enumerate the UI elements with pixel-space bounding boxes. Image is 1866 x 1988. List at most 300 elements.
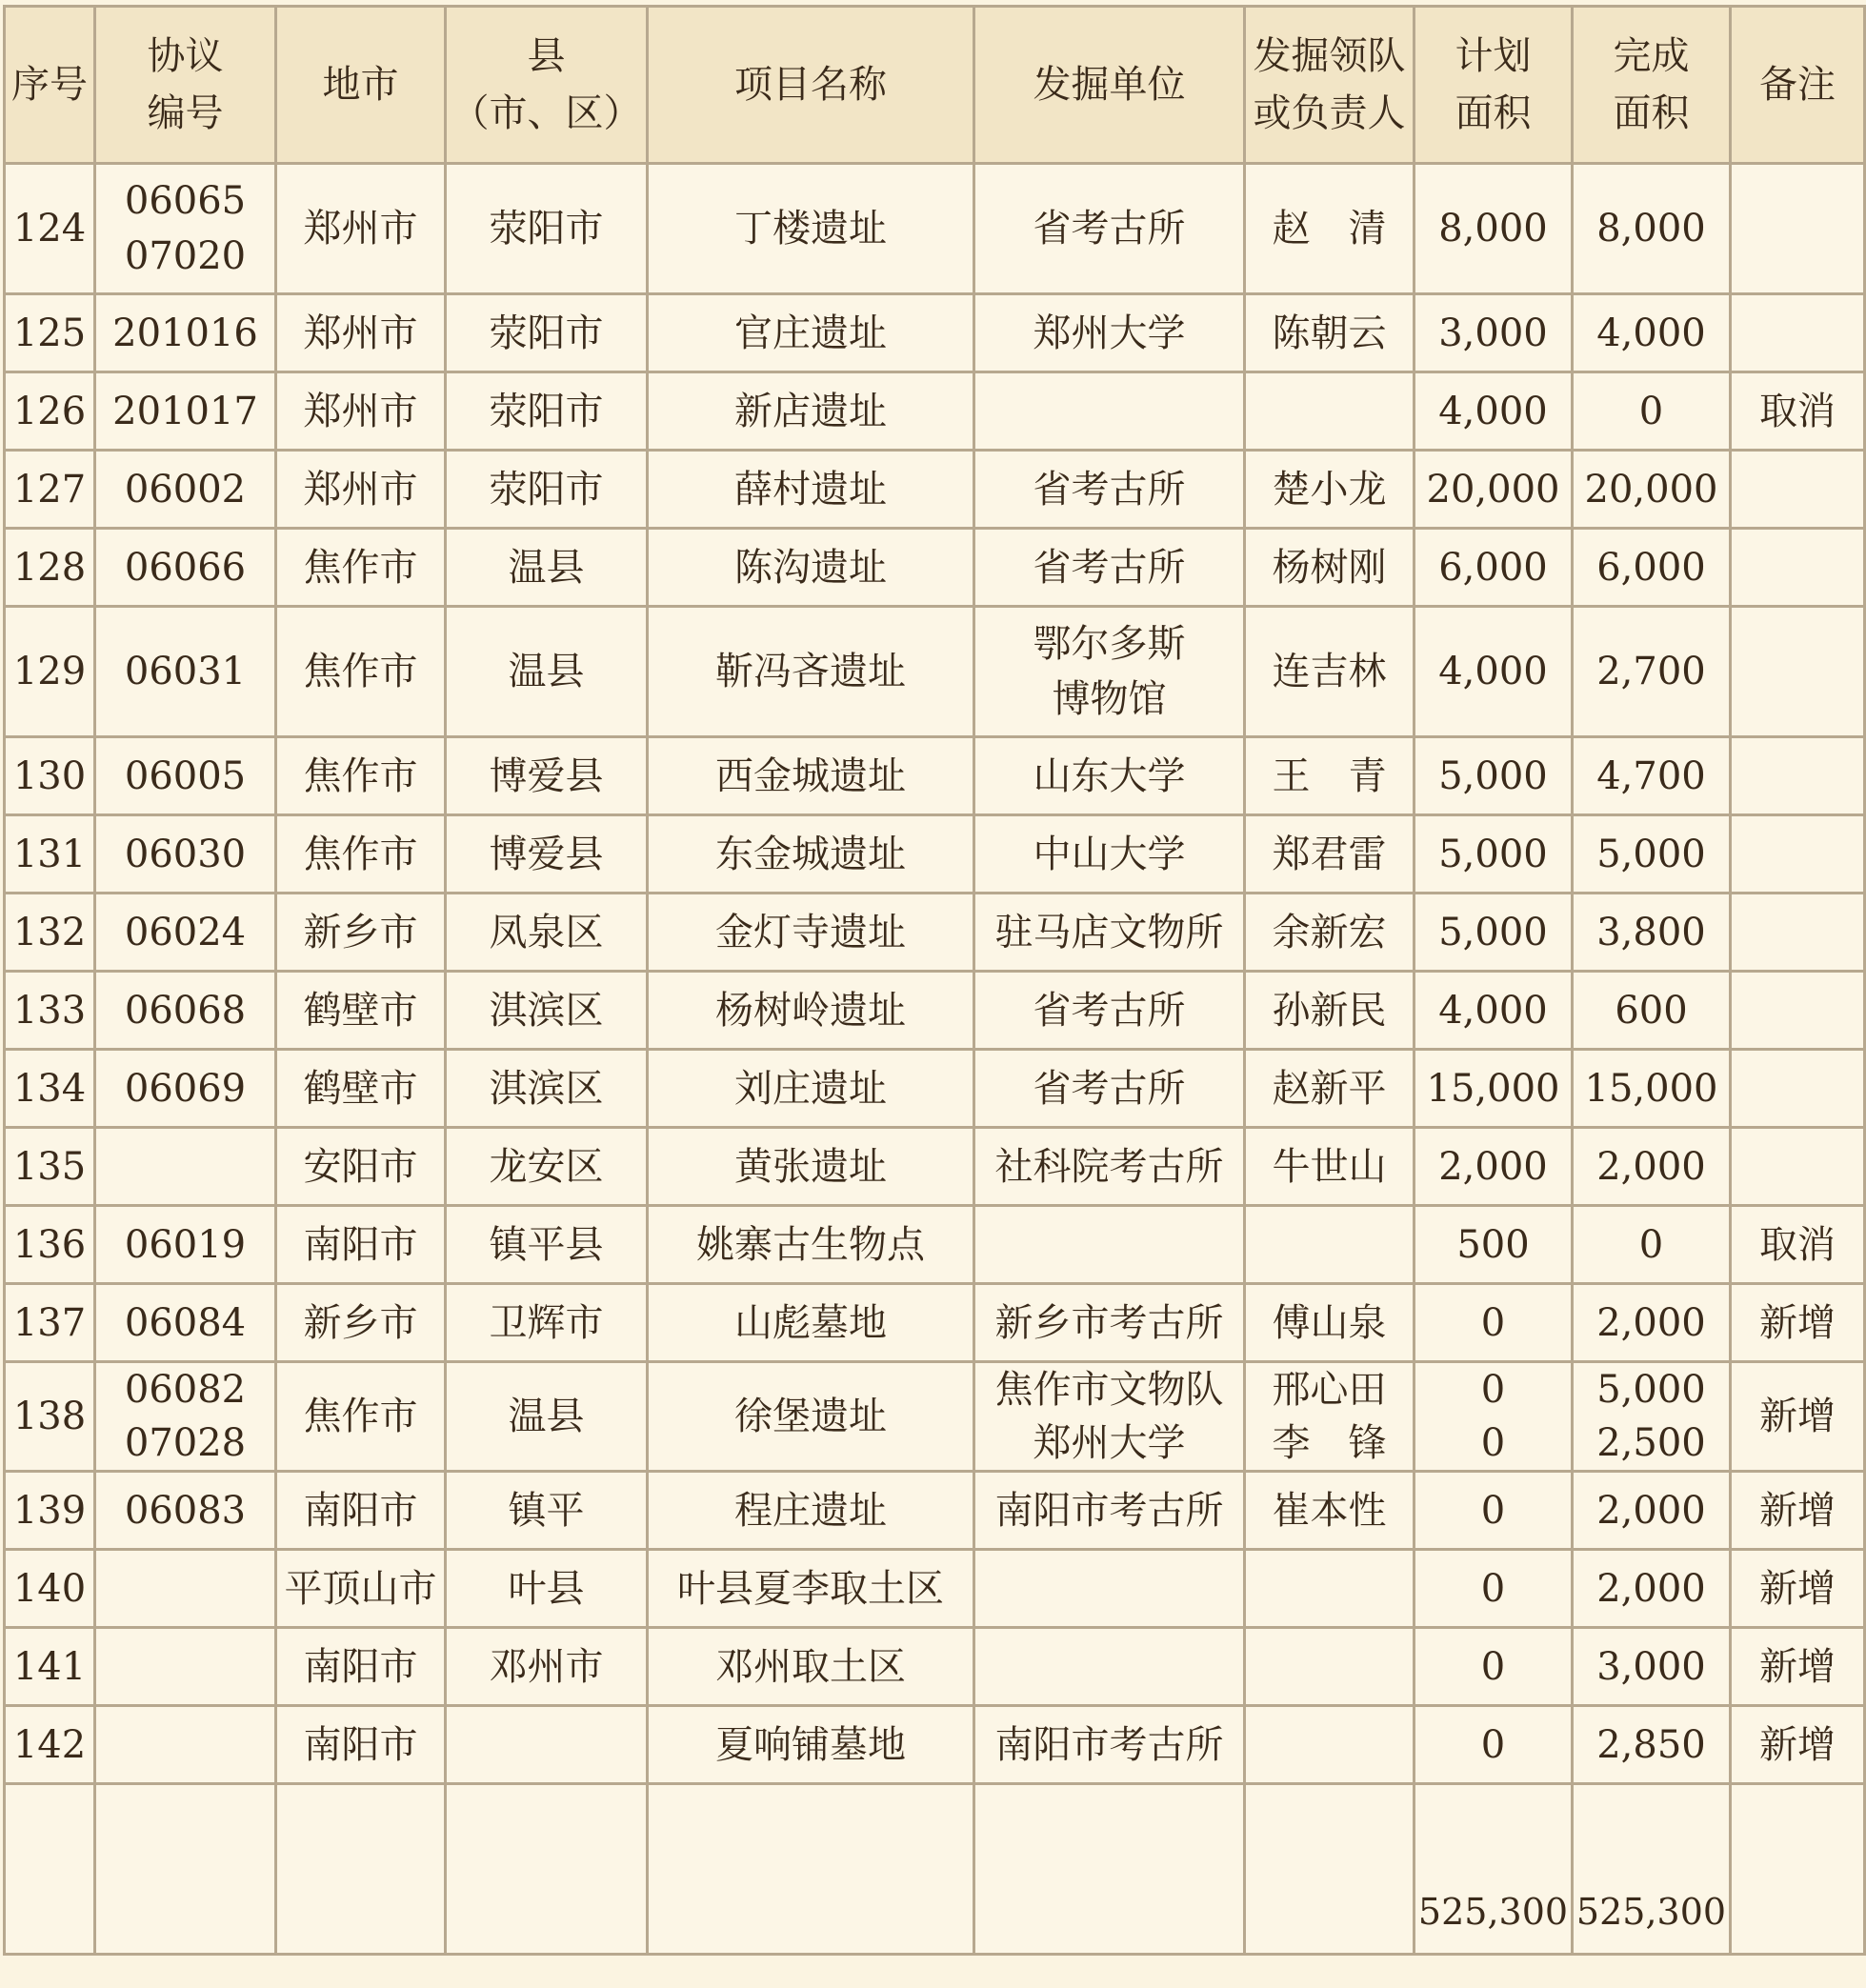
completed-area-cell-line: 2,000	[1596, 1300, 1706, 1345]
seq-cell: 131	[5, 815, 95, 894]
planned-area-cell-line: 0	[1480, 1488, 1506, 1533]
column-header-label: 计划	[1455, 34, 1532, 78]
county-cell: 博爱县	[446, 815, 648, 894]
project-name-cell: 夏响铺墓地	[648, 1706, 974, 1784]
city-cell: 南阳市	[276, 1472, 446, 1550]
planned-area-cell	[1415, 815, 1573, 894]
completed-area-cell	[1573, 815, 1731, 894]
excavation-unit-cell-line: 省考古所	[1033, 1066, 1186, 1111]
planned-area-cell-line: 20,000	[1426, 467, 1560, 512]
protocol-number-cell	[95, 1550, 276, 1628]
leader-cell	[1245, 1050, 1415, 1128]
city-cell: 郑州市	[276, 294, 446, 372]
project-name-cell: 刘庄遗址	[648, 1050, 974, 1128]
protocol-number-cell	[95, 894, 276, 972]
completed-area-cell-line: 2,000	[1596, 1488, 1706, 1533]
city-cell: 焦作市	[276, 815, 446, 894]
excavation-unit-cell-line: 郑州大学	[1033, 311, 1186, 355]
project-name-cell: 徐堡遗址	[648, 1362, 974, 1472]
city-cell: 南阳市	[276, 1628, 446, 1706]
totals-empty-cell	[5, 1784, 95, 1955]
city-cell: 鹤壁市	[276, 972, 446, 1050]
excavation-unit-cell	[974, 1362, 1245, 1472]
seq-cell: 129	[5, 607, 95, 737]
total-completed-area: 525,300	[1573, 1784, 1731, 1955]
county-cell: 镇平县	[446, 1206, 648, 1284]
completed-area-cell	[1573, 894, 1731, 972]
excavation-unit-cell-line: 驻马店文物所	[994, 910, 1224, 954]
project-name-cell: 丁楼遗址	[648, 164, 974, 294]
project-name-cell: 官庄遗址	[648, 294, 974, 372]
table-body	[5, 164, 1865, 1955]
total-planned-area: 525,300	[1415, 1784, 1573, 1955]
planned-area-cell-line: 6,000	[1438, 545, 1548, 590]
completed-area-cell-line: 5,000	[1596, 832, 1706, 876]
completed-area-cell-line: 2,000	[1596, 1566, 1706, 1611]
leader-cell-line: 余新宏	[1272, 910, 1387, 954]
excavation-unit-cell	[974, 451, 1245, 529]
seq-cell: 128	[5, 529, 95, 607]
leader-cell-line: 陈朝云	[1272, 311, 1387, 355]
city-cell: 南阳市	[276, 1206, 446, 1284]
excavation-unit-cell	[974, 972, 1245, 1050]
excavation-unit-cell-line: 省考古所	[1033, 467, 1186, 512]
excavation-unit-cell	[974, 1472, 1245, 1550]
table-row	[5, 1128, 1865, 1206]
planned-area-cell-line: 500	[1456, 1222, 1530, 1267]
city-cell: 焦作市	[276, 607, 446, 737]
table-row	[5, 529, 1865, 607]
protocol-number-cell-line: 06002	[124, 467, 247, 512]
project-name-cell: 薛村遗址	[648, 451, 974, 529]
totals-empty-cell	[648, 1784, 974, 1955]
note-cell	[1731, 737, 1865, 815]
completed-area-cell-line: 4,700	[1596, 753, 1706, 798]
table-row	[5, 1550, 1865, 1628]
note-cell	[1731, 894, 1865, 972]
planned-area-cell-line: 3,000	[1438, 311, 1548, 355]
planned-area-cell	[1415, 1472, 1573, 1550]
excavation-unit-cell-line: 新乡市考古所	[994, 1300, 1224, 1345]
leader-cell	[1245, 1362, 1415, 1472]
protocol-number-cell	[95, 1284, 276, 1362]
column-header	[1731, 7, 1865, 164]
county-cell: 温县	[446, 529, 648, 607]
planned-area-cell	[1415, 1628, 1573, 1706]
planned-area-cell	[1415, 1706, 1573, 1784]
leader-cell-line: 楚小龙	[1272, 467, 1387, 512]
planned-area-cell	[1415, 894, 1573, 972]
leader-cell-line: 邢心田	[1272, 1368, 1387, 1412]
seq-cell: 142	[5, 1706, 95, 1784]
column-header-label: 面积	[1455, 91, 1532, 135]
leader-cell	[1245, 815, 1415, 894]
seq-cell: 132	[5, 894, 95, 972]
table-row	[5, 1362, 1865, 1472]
column-header	[1245, 7, 1415, 164]
city-cell: 安阳市	[276, 1128, 446, 1206]
protocol-number-cell-line: 06066	[124, 545, 247, 590]
county-cell: 淇滨区	[446, 1050, 648, 1128]
city-cell: 新乡市	[276, 1284, 446, 1362]
planned-area-cell	[1415, 1128, 1573, 1206]
protocol-number-cell	[95, 737, 276, 815]
city-cell: 郑州市	[276, 372, 446, 451]
city-cell: 郑州市	[276, 451, 446, 529]
completed-area-cell-line: 4,000	[1596, 311, 1706, 355]
table-row	[5, 294, 1865, 372]
county-cell: 荥阳市	[446, 164, 648, 294]
excavation-unit-cell	[974, 1550, 1245, 1628]
completed-area-cell-line: 2,700	[1596, 650, 1706, 693]
county-cell: 邓州市	[446, 1628, 648, 1706]
protocol-number-cell	[95, 451, 276, 529]
protocol-number-cell-line: 06030	[124, 832, 247, 876]
leader-cell-line: 连吉林	[1272, 650, 1387, 693]
planned-area-cell-line: 5,000	[1438, 753, 1548, 798]
seq-cell: 134	[5, 1050, 95, 1128]
completed-area-cell-line: 3,800	[1596, 910, 1706, 954]
column-header-label: 完成	[1613, 34, 1690, 78]
completed-area-cell-line: 6,000	[1596, 545, 1706, 590]
protocol-number-cell-line: 06005	[124, 753, 247, 798]
planned-area-cell-line: 8,000	[1438, 207, 1548, 251]
column-header-label: 县	[527, 34, 566, 78]
protocol-number-cell-line: 06031	[124, 650, 247, 693]
project-name-cell: 靳冯吝遗址	[648, 607, 974, 737]
protocol-number-cell	[95, 529, 276, 607]
note-cell	[1731, 972, 1865, 1050]
protocol-number-cell-line: 06082	[124, 1368, 247, 1412]
planned-area-cell	[1415, 1284, 1573, 1362]
seq-cell: 130	[5, 737, 95, 815]
protocol-number-cell	[95, 972, 276, 1050]
excavation-unit-cell	[974, 294, 1245, 372]
planned-area-cell-line: 5,000	[1438, 832, 1548, 876]
protocol-number-cell	[95, 1128, 276, 1206]
excavation-unit-cell	[974, 529, 1245, 607]
leader-cell-line: 崔本性	[1272, 1488, 1387, 1533]
note-cell: 新增	[1731, 1362, 1865, 1472]
completed-area-cell-line: 0	[1638, 389, 1664, 433]
table-row	[5, 972, 1865, 1050]
note-cell	[1731, 529, 1865, 607]
county-cell: 凤泉区	[446, 894, 648, 972]
protocol-number-cell-line: 06019	[124, 1222, 247, 1267]
column-header-label: 协议	[147, 34, 224, 78]
column-header-label: 或负责人	[1253, 91, 1406, 135]
note-cell	[1731, 1050, 1865, 1128]
note-cell: 新增	[1731, 1628, 1865, 1706]
header-row	[5, 7, 1865, 164]
protocol-number-cell-line: 06068	[124, 988, 247, 1033]
city-cell: 鹤壁市	[276, 1050, 446, 1128]
table-row	[5, 607, 1865, 737]
excavation-unit-cell	[974, 607, 1245, 737]
leader-cell	[1245, 894, 1415, 972]
column-header-label: 发掘单位	[1033, 63, 1186, 107]
seq-cell: 125	[5, 294, 95, 372]
note-cell: 新增	[1731, 1706, 1865, 1784]
project-name-cell: 姚寨古生物点	[648, 1206, 974, 1284]
column-header	[1573, 7, 1731, 164]
leader-cell	[1245, 1628, 1415, 1706]
completed-area-cell-line: 2,500	[1596, 1421, 1706, 1465]
table-row	[5, 737, 1865, 815]
seq-cell: 127	[5, 451, 95, 529]
note-cell	[1731, 1128, 1865, 1206]
seq-cell: 137	[5, 1284, 95, 1362]
project-name-cell: 叶县夏李取土区	[648, 1550, 974, 1628]
excavation-table	[3, 5, 1866, 1956]
note-cell: 新增	[1731, 1550, 1865, 1628]
planned-area-cell-line: 0	[1480, 1421, 1506, 1465]
leader-cell	[1245, 1472, 1415, 1550]
column-header-label: 面积	[1613, 91, 1690, 135]
seq-cell: 140	[5, 1550, 95, 1628]
note-cell	[1731, 815, 1865, 894]
leader-cell-line: 杨树刚	[1272, 545, 1387, 590]
column-header	[5, 7, 95, 164]
city-cell: 郑州市	[276, 164, 446, 294]
protocol-number-cell-line: 06084	[124, 1300, 247, 1345]
note-cell	[1731, 607, 1865, 737]
leader-cell	[1245, 451, 1415, 529]
excavation-unit-cell-line: 中山大学	[1033, 832, 1186, 876]
column-header	[95, 7, 276, 164]
county-cell: 淇滨区	[446, 972, 648, 1050]
leader-cell	[1245, 1128, 1415, 1206]
planned-area-cell-line: 5,000	[1438, 910, 1548, 954]
leader-cell-line: 赵新平	[1272, 1066, 1387, 1111]
county-cell: 荥阳市	[446, 451, 648, 529]
excavation-unit-cell	[974, 1706, 1245, 1784]
totals-empty-cell	[1245, 1784, 1415, 1955]
excavation-unit-cell-line: 焦作市文物队	[994, 1368, 1224, 1412]
leader-cell-line: 赵 清	[1272, 207, 1387, 251]
city-cell: 新乡市	[276, 894, 446, 972]
column-header-label: 备注	[1759, 63, 1836, 107]
column-header-label: （市、区）	[451, 91, 642, 135]
protocol-number-cell	[95, 607, 276, 737]
leader-cell	[1245, 1284, 1415, 1362]
column-header	[1415, 7, 1573, 164]
completed-area-cell	[1573, 1706, 1731, 1784]
completed-area-cell	[1573, 1284, 1731, 1362]
completed-area-cell-line: 2,000	[1596, 1144, 1706, 1189]
excavation-unit-cell	[974, 1128, 1245, 1206]
seq-cell: 138	[5, 1362, 95, 1472]
city-cell: 南阳市	[276, 1706, 446, 1784]
table-row	[5, 1706, 1865, 1784]
excavation-unit-cell	[974, 815, 1245, 894]
protocol-number-cell-line: 201016	[112, 311, 258, 355]
excavation-unit-cell-line: 省考古所	[1033, 207, 1186, 251]
totals-empty-cell	[95, 1784, 276, 1955]
note-cell: 取消	[1731, 1206, 1865, 1284]
completed-area-cell	[1573, 1628, 1731, 1706]
excavation-unit-cell-line: 社科院考古所	[994, 1144, 1224, 1189]
note-cell	[1731, 164, 1865, 294]
protocol-number-cell	[95, 1362, 276, 1472]
table-row	[5, 894, 1865, 972]
table-row	[5, 1206, 1865, 1284]
leader-cell	[1245, 607, 1415, 737]
totals-row	[5, 1784, 1865, 1955]
county-cell: 叶县	[446, 1550, 648, 1628]
leader-cell	[1245, 164, 1415, 294]
seq-cell: 135	[5, 1128, 95, 1206]
planned-area-cell	[1415, 737, 1573, 815]
leader-cell-line: 郑君雷	[1272, 832, 1387, 876]
planned-area-cell	[1415, 164, 1573, 294]
city-cell: 焦作市	[276, 1362, 446, 1472]
completed-area-cell	[1573, 451, 1731, 529]
planned-area-cell-line: 0	[1480, 1300, 1506, 1345]
project-name-cell: 杨树岭遗址	[648, 972, 974, 1050]
project-name-cell: 金灯寺遗址	[648, 894, 974, 972]
planned-area-cell-line: 15,000	[1426, 1066, 1560, 1111]
leader-cell-line: 李 锋	[1272, 1421, 1387, 1465]
column-header-label: 项目名称	[734, 63, 887, 107]
completed-area-cell-line: 0	[1638, 1222, 1664, 1267]
column-header	[446, 7, 648, 164]
leader-cell	[1245, 1206, 1415, 1284]
totals-empty-cell	[276, 1784, 446, 1955]
excavation-unit-cell-line: 省考古所	[1033, 545, 1186, 590]
completed-area-cell-line: 5,000	[1596, 1368, 1706, 1412]
project-name-cell: 黄张遗址	[648, 1128, 974, 1206]
completed-area-cell-line: 8,000	[1596, 207, 1706, 251]
excavation-unit-cell-line: 郑州大学	[1033, 1421, 1186, 1465]
county-cell: 荥阳市	[446, 294, 648, 372]
completed-area-cell	[1573, 737, 1731, 815]
county-cell: 博爱县	[446, 737, 648, 815]
completed-area-cell-line: 20,000	[1584, 467, 1718, 512]
planned-area-cell-line: 0	[1480, 1368, 1506, 1412]
note-cell: 新增	[1731, 1284, 1865, 1362]
excavation-unit-cell	[974, 894, 1245, 972]
protocol-number-cell	[95, 164, 276, 294]
totals-empty-cell	[974, 1784, 1245, 1955]
completed-area-cell	[1573, 164, 1731, 294]
completed-area-cell-line: 2,850	[1596, 1722, 1706, 1767]
protocol-number-cell-line: 07020	[124, 234, 247, 278]
table-row	[5, 815, 1865, 894]
project-name-cell: 新店遗址	[648, 372, 974, 451]
completed-area-cell	[1573, 1362, 1731, 1472]
county-cell: 龙安区	[446, 1128, 648, 1206]
excavation-unit-cell	[974, 1628, 1245, 1706]
completed-area-cell	[1573, 294, 1731, 372]
table-row	[5, 164, 1865, 294]
completed-area-cell	[1573, 1050, 1731, 1128]
planned-area-cell	[1415, 1206, 1573, 1284]
protocol-number-cell-line: 06065	[124, 179, 247, 223]
column-header-label: 序号	[11, 63, 88, 107]
planned-area-cell-line: 2,000	[1438, 1144, 1548, 1189]
planned-area-cell	[1415, 294, 1573, 372]
county-cell: 温县	[446, 1362, 648, 1472]
totals-empty-cell	[446, 1784, 648, 1955]
protocol-number-cell	[95, 1206, 276, 1284]
seq-cell: 139	[5, 1472, 95, 1550]
county-cell: 卫辉市	[446, 1284, 648, 1362]
completed-area-cell	[1573, 1206, 1731, 1284]
project-name-cell: 山彪墓地	[648, 1284, 974, 1362]
county-cell: 荥阳市	[446, 372, 648, 451]
table-row	[5, 451, 1865, 529]
protocol-number-cell-line: 06083	[124, 1488, 247, 1533]
seq-cell: 126	[5, 372, 95, 451]
leader-cell	[1245, 1550, 1415, 1628]
protocol-number-cell	[95, 1628, 276, 1706]
excavation-unit-cell	[974, 1050, 1245, 1128]
excavation-unit-cell	[974, 737, 1245, 815]
column-header	[974, 7, 1245, 164]
excavation-unit-cell-line: 省考古所	[1033, 988, 1186, 1033]
excavation-unit-cell-line: 鄂尔多斯	[1033, 622, 1186, 666]
leader-cell	[1245, 529, 1415, 607]
column-header	[648, 7, 974, 164]
planned-area-cell	[1415, 1362, 1573, 1472]
protocol-number-cell	[95, 815, 276, 894]
planned-area-cell	[1415, 372, 1573, 451]
excavation-unit-cell	[974, 164, 1245, 294]
seq-cell: 136	[5, 1206, 95, 1284]
completed-area-cell	[1573, 607, 1731, 737]
note-cell: 新增	[1731, 1472, 1865, 1550]
planned-area-cell-line: 0	[1480, 1644, 1506, 1689]
seq-cell: 141	[5, 1628, 95, 1706]
leader-cell-line: 牛世山	[1272, 1144, 1387, 1189]
protocol-number-cell-line: 201017	[112, 389, 258, 433]
planned-area-cell-line: 4,000	[1438, 988, 1548, 1033]
table-row	[5, 1050, 1865, 1128]
table-row	[5, 1628, 1865, 1706]
leader-cell	[1245, 372, 1415, 451]
leader-cell	[1245, 972, 1415, 1050]
table-row	[5, 1472, 1865, 1550]
column-header-label: 编号	[147, 91, 224, 135]
completed-area-cell-line: 3,000	[1596, 1644, 1706, 1689]
planned-area-cell-line: 0	[1480, 1566, 1506, 1611]
excavation-unit-cell-line: 南阳市考古所	[994, 1488, 1224, 1533]
leader-cell	[1245, 294, 1415, 372]
protocol-number-cell	[95, 1050, 276, 1128]
completed-area-cell	[1573, 372, 1731, 451]
project-name-cell: 陈沟遗址	[648, 529, 974, 607]
column-header-label: 地市	[322, 63, 399, 107]
table-row	[5, 1284, 1865, 1362]
county-cell: 镇平	[446, 1472, 648, 1550]
completed-area-cell	[1573, 529, 1731, 607]
protocol-number-cell-line: 06024	[124, 910, 247, 954]
planned-area-cell-line: 4,000	[1438, 650, 1548, 693]
table-row	[5, 372, 1865, 451]
leader-cell	[1245, 1706, 1415, 1784]
city-cell: 焦作市	[276, 737, 446, 815]
protocol-number-cell	[95, 1706, 276, 1784]
planned-area-cell	[1415, 972, 1573, 1050]
project-name-cell: 西金城遗址	[648, 737, 974, 815]
planned-area-cell	[1415, 1550, 1573, 1628]
county-cell: 温县	[446, 607, 648, 737]
completed-area-cell	[1573, 1550, 1731, 1628]
note-cell: 取消	[1731, 372, 1865, 451]
planned-area-cell	[1415, 1050, 1573, 1128]
seq-cell: 124	[5, 164, 95, 294]
